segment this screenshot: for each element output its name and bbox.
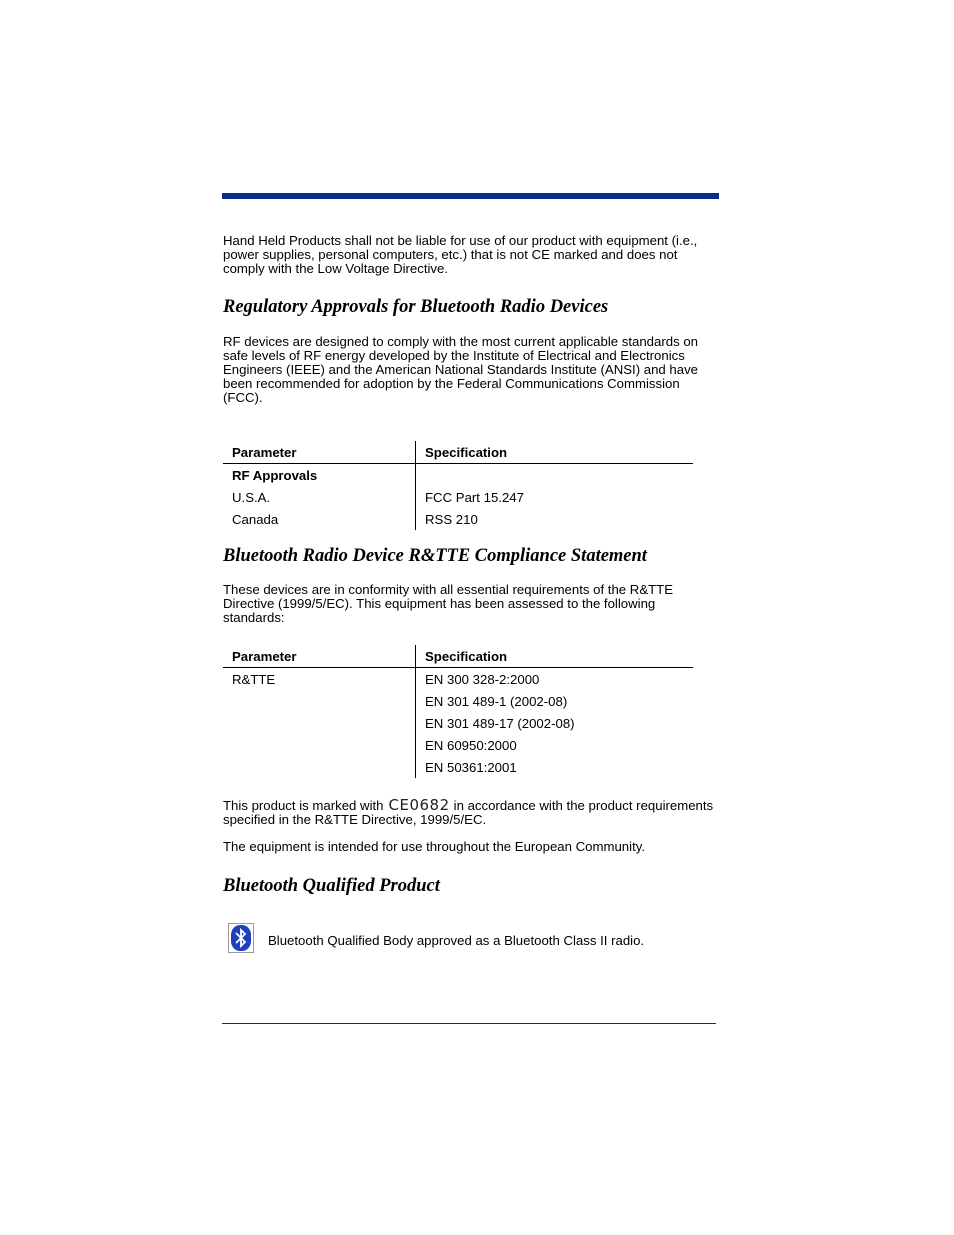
table-cell-spec: RSS 210 [425, 511, 478, 527]
ce-mark-logo: CE0682 [388, 796, 450, 814]
table-row [223, 734, 693, 756]
section-heading-regulatory: Regulatory Approvals for Bluetooth Radio Devices [223, 297, 609, 317]
section-heading-qualified: Bluetooth Qualified Product [223, 876, 440, 896]
ce-marking-text-after: in accordance with the product requirements specified in the R&TTE Directive, 1999/5/EC. [223, 798, 714, 827]
header-rule [222, 193, 719, 199]
table-cell-param: Canada [223, 508, 416, 530]
table-header-parameter: Parameter [223, 645, 416, 668]
table-cell-spec: FCC Part 15.247 [425, 489, 524, 505]
table-row [223, 756, 693, 778]
table-row [223, 690, 693, 712]
table-cell-spec: EN 300 328-2:2000 [425, 671, 540, 687]
table-header-row [223, 645, 693, 668]
table-cell-spec: EN 50361:2001 [425, 759, 517, 775]
table-header-specification: Specification [416, 645, 694, 668]
table-header-parameter: Parameter [223, 441, 416, 464]
table-header-specification: Specification [416, 441, 694, 464]
rtte-table [223, 645, 693, 778]
table-cell-spec: EN 301 489-17 (2002-08) [425, 715, 575, 731]
table-cell-spec: EN 60950:2000 [425, 737, 517, 753]
community-paragraph: The equipment is intended for use throughout the European Community. [223, 839, 646, 854]
table-row [223, 508, 693, 530]
ce-marking-text-before: This product is marked with [223, 798, 384, 813]
table-group-label: RF Approvals [223, 464, 416, 487]
table-row [223, 486, 693, 508]
table-cell-spec: EN 301 489-1 (2002-08) [425, 693, 568, 709]
table-cell-param: R&TTE [223, 668, 416, 691]
ce-marking-paragraph [223, 798, 715, 827]
intro-paragraph: Hand Held Products shall not be liable for use of our product with equipment (i.e., power supplies, personal computers, etc.) that is not CE marked and does not comply with the Low Voltage Directive. [223, 233, 698, 276]
table-header-row [223, 441, 693, 464]
table-row [223, 668, 693, 691]
bluetooth-qualified-text: Bluetooth Qualified Body approved as a Bluetooth Class II radio. [268, 933, 645, 948]
rtte-paragraph: These devices are in conformity with all essential requirements of the R&TTE Directive (1999/5/EC). This equipment has been assessed to the following standards: [223, 582, 674, 625]
table-cell-param: U.S.A. [223, 486, 416, 508]
section-heading-rtte: Bluetooth Radio Device R&TTE Compliance Statement [223, 546, 647, 566]
footer-rule [222, 1023, 716, 1024]
rf-approvals-table [223, 441, 693, 530]
table-row [223, 712, 693, 734]
regulatory-paragraph: RF devices are designed to comply with the most current applicable standards on safe levels of RF energy developed by the Institute of Electrical and Electronics Engineers (IEEE) and the American National Standards Institute (ANSI) and have been recommended for adoption by the Federal Communications Commission (FCC). [223, 334, 699, 405]
table-row [223, 464, 693, 487]
bluetooth-icon [228, 923, 254, 953]
